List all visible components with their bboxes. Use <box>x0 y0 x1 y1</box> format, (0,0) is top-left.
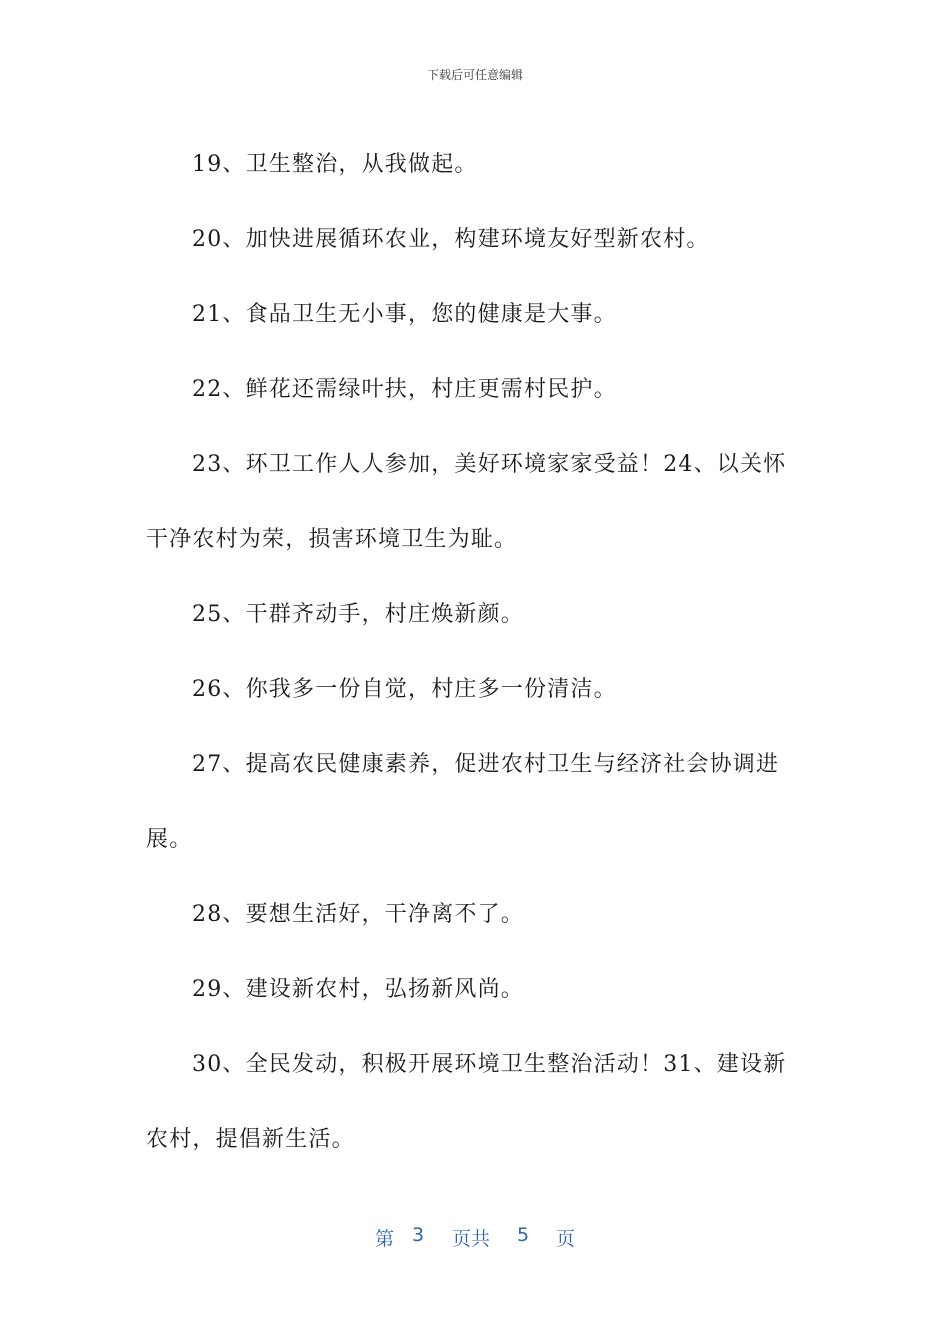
slogan-26: 26、你我多一份自觉，村庄多一份清洁。 <box>192 677 617 702</box>
slogan-28: 28、要想生活好，干净离不了。 <box>192 902 524 927</box>
footer-total-pages: 5 <box>517 1224 530 1246</box>
document-body <box>146 127 796 1177</box>
footer-prefix: 第 <box>375 1228 395 1250</box>
slogan-23-24: 23、环卫工作人人参加，美好环境家家受益！24、以关怀干净农村为荣，损害环境卫生为耻。 <box>146 452 787 552</box>
slogan-25: 25、干群齐动手，村庄焕新颜。 <box>192 602 524 627</box>
slogan-21: 21、食品卫生无小事，您的健康是大事。 <box>192 302 617 327</box>
slogan-19: 19、卫生整治，从我做起。 <box>192 152 478 177</box>
footer-middle: 页共 <box>452 1228 491 1250</box>
slogan-22: 22、鲜花还需绿叶扶，村庄更需村民护。 <box>192 377 617 402</box>
page-header: 下载后可任意编辑 <box>426 68 523 82</box>
slogan-29: 29、建设新农村，弘扬新风尚。 <box>192 977 524 1002</box>
slogan-30-31: 30、全民发动，积极开展环境卫生整治活动！31、建设新农村，提倡新生活。 <box>146 1052 787 1152</box>
slogan-27: 27、提高农民健康素养，促进农村卫生与经济社会协调进展。 <box>146 752 780 852</box>
slogan-20: 20、加快进展循环农业，构建环境友好型新农村。 <box>192 227 710 252</box>
footer-suffix: 页 <box>556 1228 576 1250</box>
footer-page-number: 3 <box>412 1224 425 1246</box>
